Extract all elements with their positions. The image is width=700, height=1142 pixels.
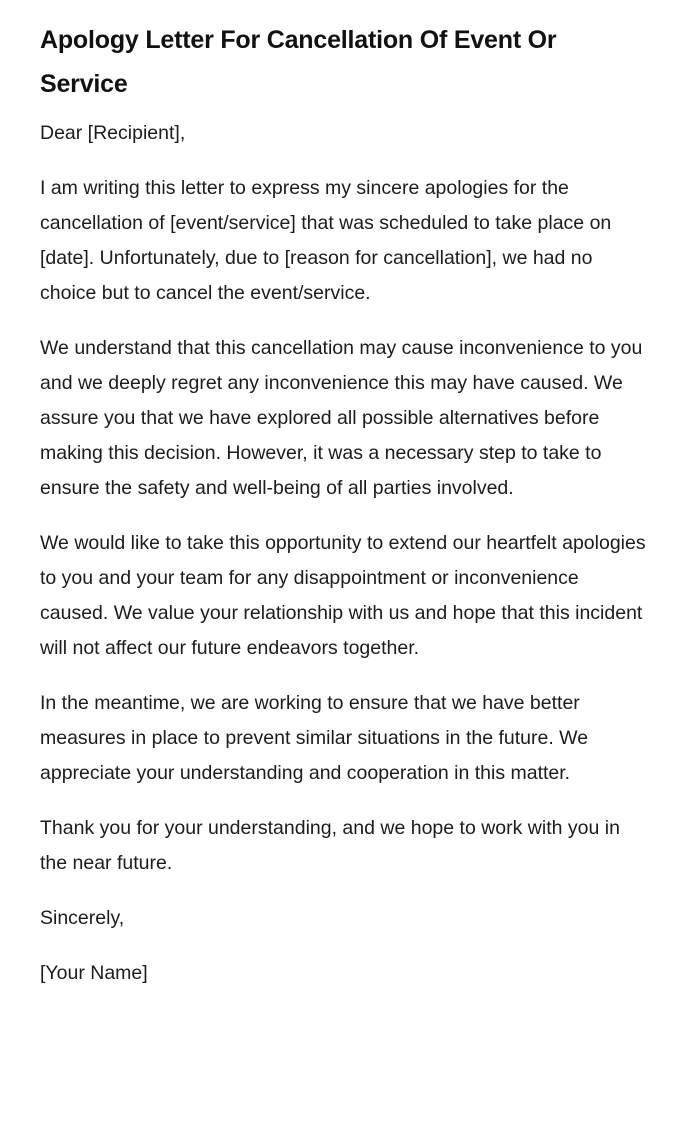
letter-paragraph-2: We understand that this cancellation may cause inconvenience to you and we deeply regret any inconvenience this may have caused. We assure you that we have explored all possible alternatives before making this decision. However, it was a necessary step to take to ensure the safety and well-being of all parties involved. xyxy=(40,337,643,499)
letter-greeting: Dear [Recipient], xyxy=(40,122,186,144)
letter-paragraph-4: In the meantime, we are working to ensure that we have better measures in place to prevent similar situations in the future. We appreciate your understanding and cooperation in this matter. xyxy=(40,692,589,784)
document-title: Apology Letter For Cancellation Of Event Or Service xyxy=(40,26,557,98)
letter-paragraph-1: I am writing this letter to express my sincere apologies for the cancellation of [event/service] that was scheduled to take place on [date]. Unfortunately, due to [reason for cancellation], we had no choice but to cancel the event/service. xyxy=(40,177,612,304)
letter-paragraph-5: Thank you for your understanding, and we hope to work with you in the near future. xyxy=(40,817,620,874)
letter-closing: Sincerely, xyxy=(40,907,125,929)
letter-signature: [Your Name] xyxy=(40,962,148,984)
letter-document xyxy=(40,18,646,1011)
letter-paragraph-3: We would like to take this opportunity to extend our heartfelt apologies to you and your team for any disappointment or inconvenience caused. We value your relationship with us and hope that this incident will not affect our future endeavors together. xyxy=(40,532,646,659)
